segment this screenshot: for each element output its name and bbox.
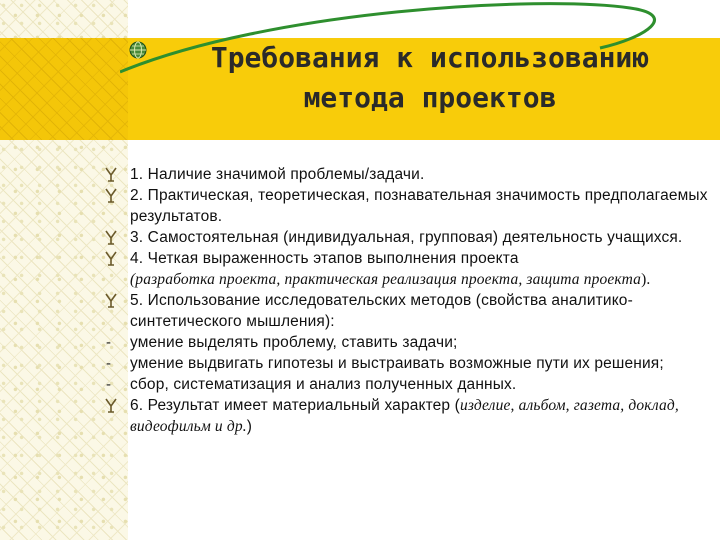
list-item-text: 1. Наличие значимой проблемы/задачи. bbox=[130, 166, 425, 183]
list-item-text: умение выделять проблему, ставить задачи; bbox=[130, 334, 458, 351]
list-item-italic-text: изделие, альбом, газета, доклад, видеофильм и др. bbox=[130, 397, 679, 435]
dash-item-1 bbox=[104, 332, 714, 353]
fork-bullet-icon bbox=[104, 251, 119, 266]
fork-bullet-icon bbox=[104, 230, 119, 245]
list-item-text: 4. Четкая выраженность этапов выполнения проекта bbox=[130, 250, 519, 267]
list-item-4 bbox=[104, 248, 714, 290]
fork-bullet-icon bbox=[104, 188, 119, 203]
list-item-text: умение выдвигать гипотезы и выстраивать возможные пути их решения; bbox=[130, 355, 664, 372]
list-item-text: 5. Использование исследовательских методов (свойства аналитико-синтетического мышления): bbox=[130, 292, 633, 330]
list-item-end: ). bbox=[641, 271, 651, 288]
dash-bullet: - bbox=[106, 355, 112, 372]
fork-bullet-icon bbox=[104, 398, 119, 413]
list-item-end: ) bbox=[246, 418, 253, 435]
list-item-3 bbox=[104, 227, 714, 248]
list-item-italic-text: (разработка проекта, практическая реализация проекта, защита проекта bbox=[130, 271, 642, 288]
list-item-1 bbox=[104, 164, 714, 185]
list-item-6 bbox=[104, 395, 714, 437]
title-line-1: Требования к использованию bbox=[210, 41, 650, 74]
list-item-text: сбор, систематизация и анализ полученных данных. bbox=[130, 376, 517, 393]
list-item-5 bbox=[104, 290, 714, 332]
slide-title bbox=[150, 38, 710, 118]
list-item-text: 2. Практическая, теоретическая, познавательная значимость предполагаемых результатов. bbox=[130, 187, 708, 225]
fork-bullet-icon bbox=[104, 293, 119, 308]
requirements-list bbox=[104, 164, 714, 437]
title-line-2: метода проектов bbox=[303, 81, 557, 114]
globe-icon bbox=[128, 40, 148, 60]
dash-bullet: - bbox=[106, 376, 112, 393]
list-item-2 bbox=[104, 185, 714, 227]
dash-item-2 bbox=[104, 353, 714, 374]
list-item-text: 6. Результат имеет материальный характер ( bbox=[130, 397, 460, 414]
list-item-text: 3. Самостоятельная (индивидуальная, групповая) деятельность учащихся. bbox=[130, 229, 683, 246]
title-band-pattern bbox=[0, 38, 128, 140]
dash-bullet: - bbox=[106, 334, 112, 351]
dash-item-3 bbox=[104, 374, 714, 395]
fork-bullet-icon bbox=[104, 167, 119, 182]
